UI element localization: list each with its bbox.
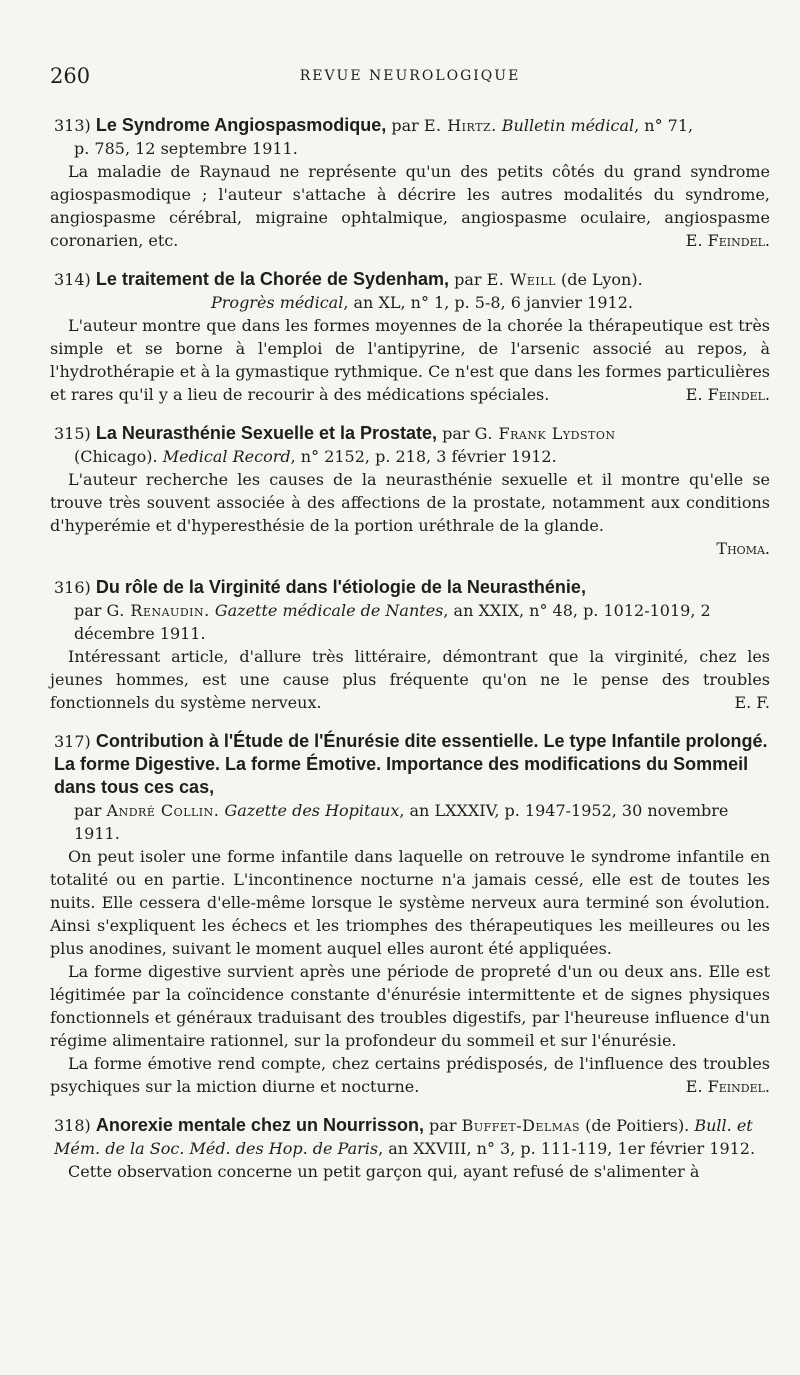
entry-signature: E. Feindel. [685,231,770,250]
entry-title: Le traitement de la Chorée de Sydenham, [95,269,449,289]
entry-signature: Thoma. [716,539,770,558]
by-word: par [429,1116,457,1135]
abstract-entry-318 [50,1114,770,1183]
entry-heading [54,114,770,160]
entry-signature: E. Feindel. [685,385,770,404]
entry-reference-continued [54,599,770,645]
entry-reference: , n° 71, [634,116,694,135]
entry-number: 313) [54,116,91,135]
entry-heading [54,730,770,845]
abstract-entry-316 [50,576,770,714]
entry-reference: , an LXXXIV, p. 1947-1952, 30 novembre 1911. [74,801,729,843]
entry-paragraph: La forme digestive survient après une période de propreté d'un ou deux ans. Elle est légitimée par la coïncidence constante d'énurésie intermittente et de signes physiques fonctionnels et généraux traduisant des troubles digestifs, par l'heureuse influence d'un régime alimentaire rationnel, sur la profondeur du sommeil et sur l'énurésie. [50,962,770,1050]
entry-title: Contribution à l'Étude de l'Énurésie dite essentielle. Le type Infantile prolongé. La forme Digestive. La forme Émotive. Importance des modifications du Sommeil dans tous ces cas, [54,731,768,797]
page-number: 260 [50,64,91,88]
entry-reference-continued [54,291,770,314]
entry-reference: , n° 2152, p. 218, 3 février 1912. [290,447,557,466]
entry-journal: Progrès médical [211,293,344,312]
entry-signature: E. Feindel. [685,1077,770,1096]
entry-number: 314) [54,270,91,289]
entry-paragraph: On peut isoler une forme infantile dans laquelle on retrouve le syndrome infantile en totalité ou en partie. L'incontinence nocturne n'a jamais cessé, elle est de toutes les nuits. Elle cessera d'elle-même lorsque le système nerveux aura terminé son évolution. Ainsi s'expliquent les échecs et les triomphes des thérapeutiques les meilleures ou les plus anodines, suivant le moment auquel elles auront été appliquées. [50,847,770,958]
entry-reference: , an XXIX, n° 48, p. 1012-1019, 2 décembre 1911. [74,601,711,643]
abstract-entry-314 [50,268,770,406]
entry-affiliation: (de Poitiers). [585,1116,690,1135]
entry-author: André Collin. [106,801,220,820]
by-word: par [74,601,102,620]
entry-journal: Gazette médicale de Nantes [214,601,444,620]
entry-author: Buffet-Delmas [461,1116,581,1135]
entry-heading [54,422,770,468]
by-word: par [391,116,419,135]
entry-signature: E. F. [734,693,770,712]
journal-page [50,58,770,1183]
running-header [50,58,770,98]
entry-title: Anorexie mentale chez un Nourrisson, [95,1115,424,1135]
abstract-entry-317 [50,730,770,1098]
by-word: par [442,424,470,443]
entry-reference-continued: p. 785, 12 septembre 1911. [74,139,298,158]
entry-reference: , an XXVIII, n° 3, p. 111-119, 1er février 1912. [378,1139,756,1158]
entry-body: La maladie de Raynaud ne représente qu'un des petits côtés du grand syndrome agiospasmodique ; l'auteur s'attache à décrire les autres modalités du syndrome, angiospasme cérébral, migraine ophtalmique, angiospasme oculaire, angiospasme coronarien, etc. [50,162,770,250]
entry-author: G. Renaudin. [106,601,210,620]
entry-body: L'auteur recherche les causes de la neurasthénie sexuelle et il montre qu'elle se trouve très souvent associée à des affections de la prostate, notamment aux conditions d'hyperémie et d'hyperesthésie de la portion uréthrale de la glande. [50,470,770,535]
entry-heading [54,268,770,314]
entry-journal: Gazette des Hopitaux [224,801,400,820]
by-word: par [74,801,102,820]
entry-number: 317) [54,732,91,751]
entry-journal: Medical Record [162,447,291,466]
entry-body: Intéressant article, d'allure très littéraire, démontrant que la virginité, chez les jeunes hommes, est une cause plus fréquente qu'on ne le pense des troubles fonctionnels du système nerveux. [50,647,770,712]
entry-affiliation: (de Lyon). [560,270,643,289]
entry-journal: Bull. et Mém. de la Soc. Méd. des Hop. de Paris [54,1116,753,1158]
entry-reference-continued [54,445,770,468]
entry-author: E. Weill [486,270,556,289]
entry-paragraph: La forme émotive rend compte, chez certains prédisposés, de l'influence des troubles psychiques sur la miction diurne et nocturne. [50,1054,770,1096]
journal-title: REVUE NEUROLOGIQUE [299,68,521,84]
entry-title: Du rôle de la Virginité dans l'étiologie de la Neurasthénie, [95,577,586,597]
entry-body: L'auteur montre que dans les formes moyennes de la chorée la thérapeutique est très simple et se borne à l'emploi de l'antipyrine, de l'arsenic associé au repos, à l'hydrothérapie et à la gymastique rythmique. Ce n'est que dans les formes particulières et rares qu'il y a lieu de recourir à des médications spéciales. [50,316,770,404]
abstract-entry-315 [50,422,770,560]
entry-title: Le Syndrome Angiospasmodique, [95,115,387,135]
entry-title: La Neurasthénie Sexuelle et la Prostate, [95,423,438,443]
by-word: par [454,270,482,289]
entry-heading [54,576,770,645]
entry-number: 315) [54,424,91,443]
entry-affiliation: (Chicago). [74,447,158,466]
entry-author: G. Frank Lydston [474,424,616,443]
abstract-entry-313 [50,114,770,252]
entry-reference: , an XL, n° 1, p. 5-8, 6 janvier 1912. [343,293,633,312]
entry-heading [54,1114,770,1160]
entry-reference-continued [54,799,770,845]
entry-author: E. Hirtz. [423,116,497,135]
entry-number: 318) [54,1116,91,1135]
entry-body: Cette observation concerne un petit garçon qui, ayant refusé de s'alimenter à [68,1162,700,1181]
entry-journal: Bulletin médical [501,116,635,135]
entry-number: 316) [54,578,91,597]
